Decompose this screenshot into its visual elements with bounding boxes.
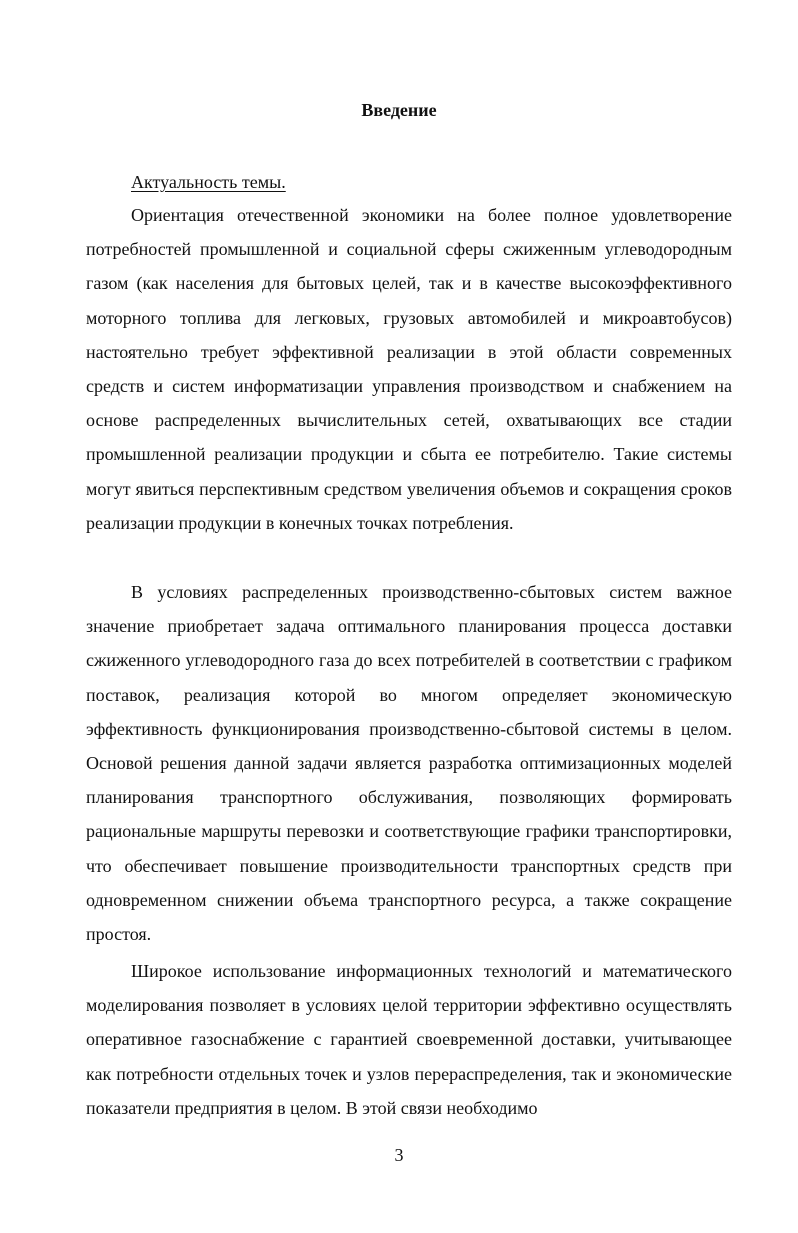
paragraph-2: В условиях распределенных производственно-сбытовых систем важное значение приобретает задача оптимального планирования процесса доставки сжиженного углеводородного газа до всех потребителей в соответствии с графиком поставок, реализация которой во многом определяет экономическую эффективность функционирования производственно-сбытовой системы в целом. Основой решения данной задачи является разработка оптимизационных моделей планирования транспортного обслуживания, позволяющих формировать рациональные маршруты перевозки и соответствующие графики транспортировки, что обеспечивает повышение производительности транспортных средств при одновременном снижении объема транспортного ресурса, а также сокращение простоя. bbox=[86, 582, 732, 945]
page-title: Введение bbox=[361, 100, 437, 120]
paragraph-3: Широкое использование информационных технологий и математического моделирования позволяет в условиях целой территории эффективно осуществлять оперативное газоснабжение с гарантией своевременной доставки, учитывающее как потребности отдельных точек и узлов перераспределения, так и экономические показатели предприятия в целом. В этой связи необходимо bbox=[86, 961, 732, 1118]
paragraph-1: Ориентация отечественной экономики на более полное удовлетворение потребностей промышленной и социальной сферы сжиженным углеводородным газом (как населения для бытовых целей, так и в качестве высокоэффективного моторного топлива для легковых, грузовых автомобилей и микроавтобусов) настоятельно требует эффективной реализации в этой области современных средств и систем информатизации управления производством и снабжением на основе распределенных вычислительных сетей, охватывающих все стадии промышленной реализации продукции и сбыта ее потребителю. Такие системы могут явиться перспективным средством увеличения объемов и сокращения сроков реализации продукции в конечных точках потребления. bbox=[86, 205, 732, 533]
page-number: 3 bbox=[394, 1145, 404, 1165]
section-subtitle: Актуальность темы. bbox=[131, 172, 286, 192]
